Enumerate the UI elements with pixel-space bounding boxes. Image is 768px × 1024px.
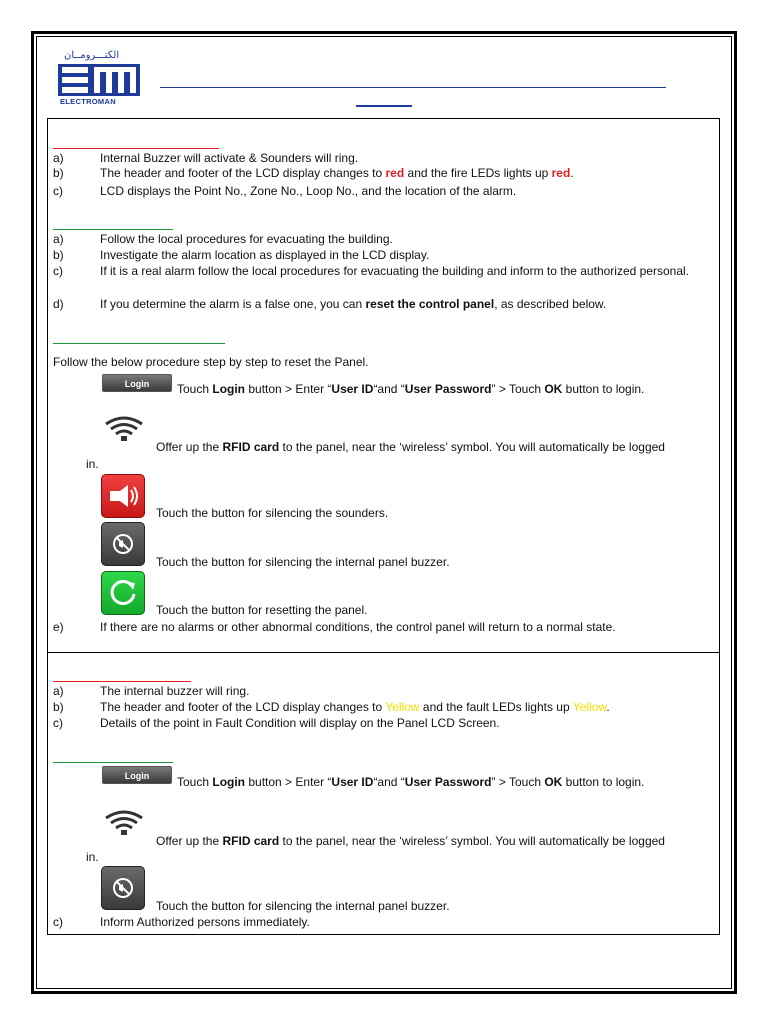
header-rule — [160, 87, 666, 88]
buzzer-mute-icon — [102, 867, 144, 909]
section3-heading-rule — [53, 343, 225, 344]
login-step-text: Touch Login button > Enter “User ID“and “User Password” > Touch OK button to login. — [177, 775, 645, 789]
wireless-icon — [104, 416, 144, 442]
electroman-logo — [58, 50, 142, 106]
reset-panel-text: Touch the button for resetting the panel. — [156, 603, 368, 617]
procedure-intro: Follow the below procedure step by step to reset the Panel. — [53, 355, 369, 369]
logo-arabic-text: الكتـــرومــان — [64, 50, 120, 61]
silence-sounders-button[interactable] — [101, 474, 145, 518]
rfid-step-text: Offer up the RFID card to the panel, near the ‘wireless’ symbol. You will automatically be logged — [156, 440, 665, 454]
silence-sounders-text: Touch the button for silencing the sounders. — [156, 506, 389, 520]
rfid-step-continued: in. — [86, 850, 99, 864]
logo-brand-text: ELECTROMAN — [60, 97, 116, 106]
section1-heading-rule — [53, 148, 219, 149]
sounder-mute-icon — [102, 475, 144, 517]
silence-buzzer-text: Touch the button for silencing the internal panel buzzer. — [156, 899, 450, 913]
buzzer-mute-icon — [102, 523, 144, 565]
login-step-text: Touch Login button > Enter “User ID“and “User Password” > Touch OK button to login. — [177, 382, 645, 396]
em-logo-icon — [58, 64, 140, 96]
login-button[interactable]: Login — [102, 374, 172, 392]
rfid-step-continued: in. — [86, 457, 99, 471]
login-button[interactable]: Login — [102, 766, 172, 784]
reset-panel-button[interactable] — [101, 571, 145, 615]
list-item: c) If it is a real alarm follow the local procedures for evacuating the building and inform to the authorized personal. — [53, 264, 689, 278]
header-short-rule — [356, 105, 412, 107]
rfid-step-text: Offer up the RFID card to the panel, near the ‘wireless’ symbol. You will automatically be logged — [156, 834, 665, 848]
silence-buzzer-button[interactable] — [101, 522, 145, 566]
silence-buzzer-text: Touch the button for silencing the internal panel buzzer. — [156, 555, 450, 569]
section5-heading-rule — [53, 762, 173, 763]
silence-buzzer-button[interactable] — [101, 866, 145, 910]
reset-icon — [102, 572, 144, 614]
wireless-icon — [104, 810, 144, 836]
section2-heading-rule — [53, 229, 173, 230]
section4-heading-rule — [53, 681, 191, 682]
